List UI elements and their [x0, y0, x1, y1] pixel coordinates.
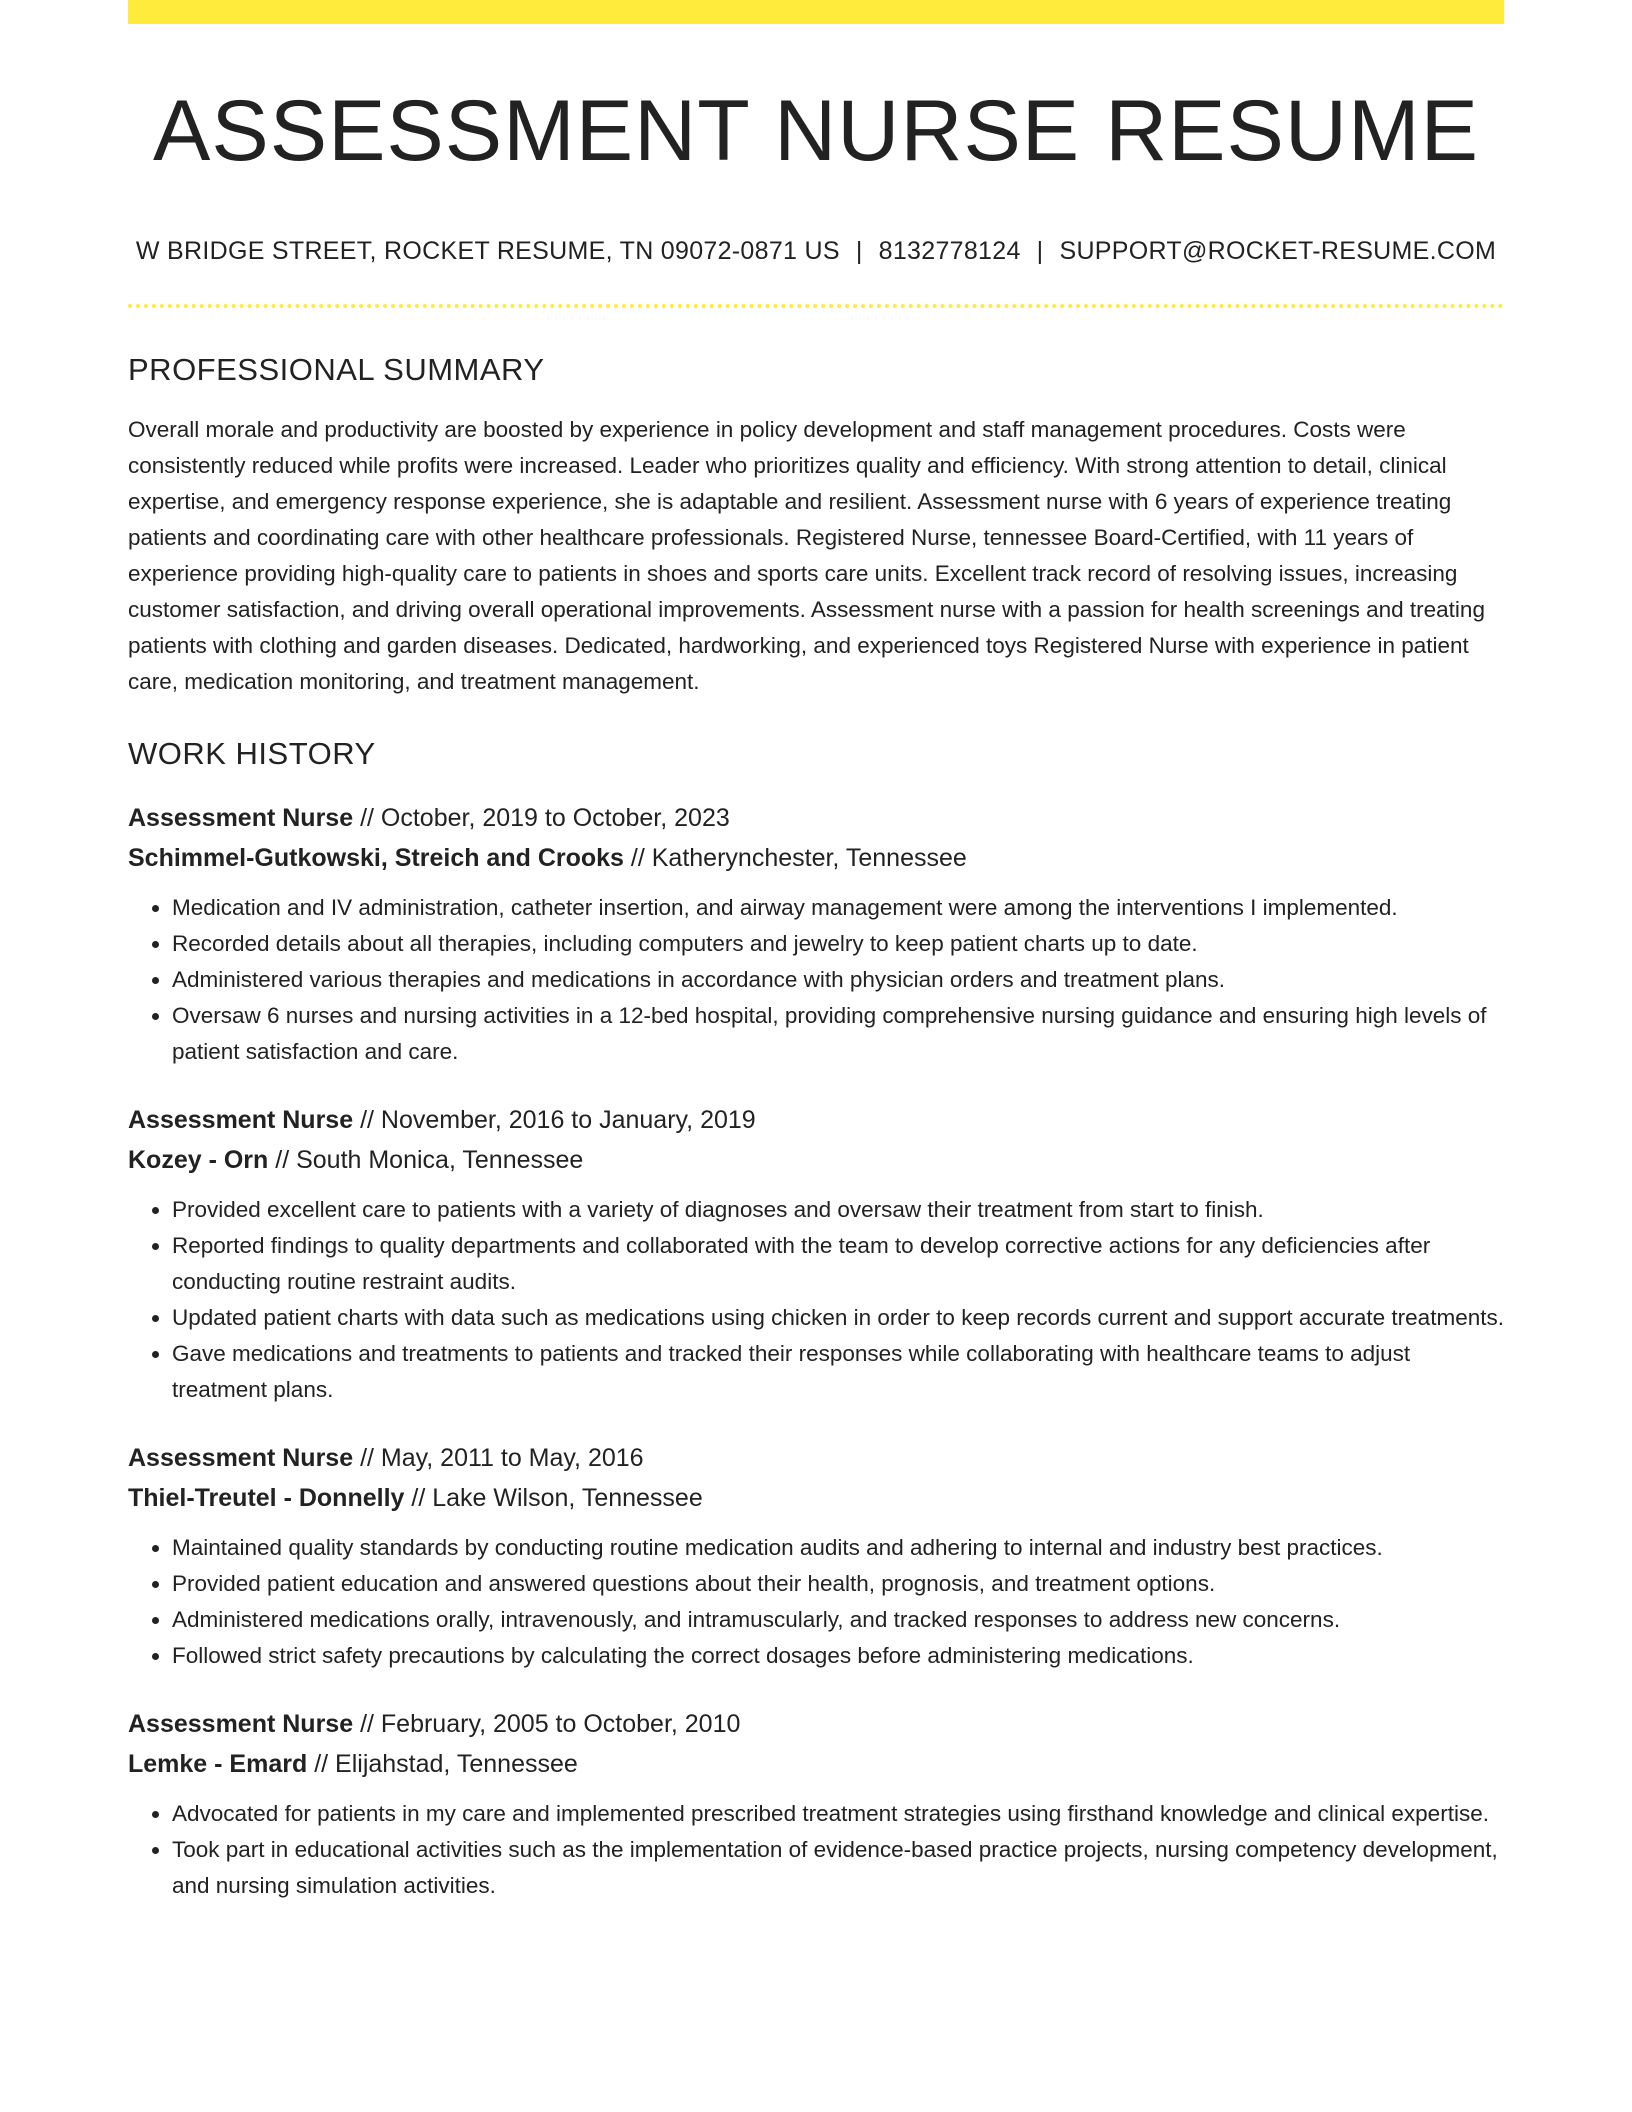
job-dates: // October, 2019 to October, 2023 — [353, 803, 730, 832]
job-company-line — [128, 1744, 1504, 1784]
job-entry — [128, 798, 1504, 1070]
job-bullets — [128, 1192, 1504, 1408]
job-dates: // November, 2016 to January, 2019 — [353, 1105, 756, 1134]
accent-top-bar — [128, 0, 1504, 24]
job-bullets — [128, 1530, 1504, 1674]
job-bullet: • Administered medications orally, intravenously, and intramuscularly, and tracked responses to address new concerns. — [172, 1602, 1504, 1638]
job-bullet: • Gave medications and treatments to patients and tracked their responses while collaborating with healthcare teams to adjust treatment plans. — [172, 1336, 1504, 1408]
job-title: Assessment Nurse — [128, 1105, 354, 1134]
job-entry — [128, 1438, 1504, 1674]
job-bullet: • Recorded details about all therapies, including computers and jewelry to keep patient charts up to date. — [172, 926, 1504, 962]
summary-text: Overall morale and productivity are boosted by experience in policy development and staff management procedures. Costs were consistently reduced while profits were increased. Leader who prioritizes quality and efficiency. With strong attention to detail, clinical expertise, and emergency response experience, she is adaptable and resilient. Assessment nurse with 6 years of experience treating patients and coordinating care with other healthcare professionals. Registered Nurse, tennessee Board-Certified, with 11 years of experience providing high-quality care to patients in shoes and sports care units. Excellent track record of resolving issues, increasing customer satisfaction, and driving overall operational improvements. Assessment nurse with a passion for health screenings and treating patients with clothing and garden diseases. Dedicated, hardworking, and experienced toys Registered Nurse with experience in patient care, medication monitoring, and treatment management. — [128, 416, 1485, 694]
job-bullet: • Provided excellent care to patients with a variety of diagnoses and oversaw their treatment from start to finish. — [172, 1192, 1504, 1228]
job-dates: // May, 2011 to May, 2016 — [353, 1443, 644, 1472]
job-bullets — [128, 890, 1504, 1070]
job-bullet: • Administered various therapies and medications in accordance with physician orders and treatment plans. — [172, 962, 1504, 998]
contact-separator: | — [1036, 236, 1044, 265]
job-company-line — [128, 1478, 1504, 1518]
job-bullet: • Oversaw 6 nurses and nursing activities in a 12-bed hospital, providing comprehensive nursing guidance and ensuring high levels of patient satisfaction and care. — [172, 998, 1504, 1070]
job-bullet: • Reported findings to quality departments and collaborated with the team to develop corrective actions for any deficiencies after conducting routine restraint audits. — [172, 1228, 1504, 1300]
page-title: ASSESSMENT NURSE RESUME — [152, 83, 1480, 179]
job-title-line — [128, 1100, 1504, 1140]
job-bullet: • Provided patient education and answered questions about their health, prognosis, and treatment options. — [172, 1566, 1504, 1602]
job-title-line — [128, 1704, 1504, 1744]
contact-address: W BRIDGE STREET, ROCKET RESUME, TN 09072-0871 US — [135, 236, 840, 265]
job-title-line — [128, 1438, 1504, 1478]
job-bullet: • Advocated for patients in my care and implemented prescribed treatment strategies using firsthand knowledge and clinical expertise. — [172, 1796, 1504, 1832]
job-entry — [128, 1100, 1504, 1408]
job-company-line — [128, 838, 1504, 878]
job-location: // Elijahstad, Tennessee — [307, 1749, 578, 1778]
job-bullet: • Updated patient charts with data such as medications using chicken in order to keep records current and support accurate treatments. — [172, 1300, 1504, 1336]
dotted-divider — [128, 304, 1504, 308]
job-bullet: • Maintained quality standards by conducting routine medication audits and adhering to internal and industry best practices. — [172, 1530, 1504, 1566]
job-location: // Katherynchester, Tennessee — [623, 843, 967, 872]
work-history-heading: WORK HISTORY — [128, 735, 376, 771]
job-company-line — [128, 1140, 1504, 1180]
job-bullets — [128, 1796, 1504, 1904]
job-company: Schimmel-Gutkowski, Streich and Crooks — [128, 843, 624, 872]
job-location: // Lake Wilson, Tennessee — [404, 1483, 703, 1512]
job-title: Assessment Nurse — [128, 1709, 354, 1738]
summary-heading: PROFESSIONAL SUMMARY — [128, 351, 545, 387]
job-company: Lemke - Emard — [128, 1749, 308, 1778]
job-title: Assessment Nurse — [128, 1443, 354, 1472]
resume-page — [128, 0, 1504, 1904]
contact-phone: 8132778124 — [878, 236, 1021, 265]
contact-separator: | — [855, 236, 863, 265]
job-bullet: • Followed strict safety precautions by calculating the correct dosages before administering medications. — [172, 1638, 1504, 1674]
job-title: Assessment Nurse — [128, 803, 354, 832]
job-entry — [128, 1704, 1504, 1904]
job-title-line — [128, 798, 1504, 838]
contact-line — [128, 237, 1504, 266]
job-location: // South Monica, Tennessee — [268, 1145, 584, 1174]
contact-email: SUPPORT@ROCKET-RESUME.COM — [1059, 236, 1497, 265]
job-dates: // February, 2005 to October, 2010 — [353, 1709, 741, 1738]
job-company: Kozey - Orn — [128, 1145, 269, 1174]
job-bullet: • Medication and IV administration, catheter insertion, and airway management were among the interventions I implemented. — [172, 890, 1504, 926]
job-company: Thiel-Treutel - Donnelly — [128, 1483, 405, 1512]
job-bullet: • Took part in educational activities such as the implementation of evidence-based practice projects, nursing competency development, and nursing simulation activities. — [172, 1832, 1504, 1904]
